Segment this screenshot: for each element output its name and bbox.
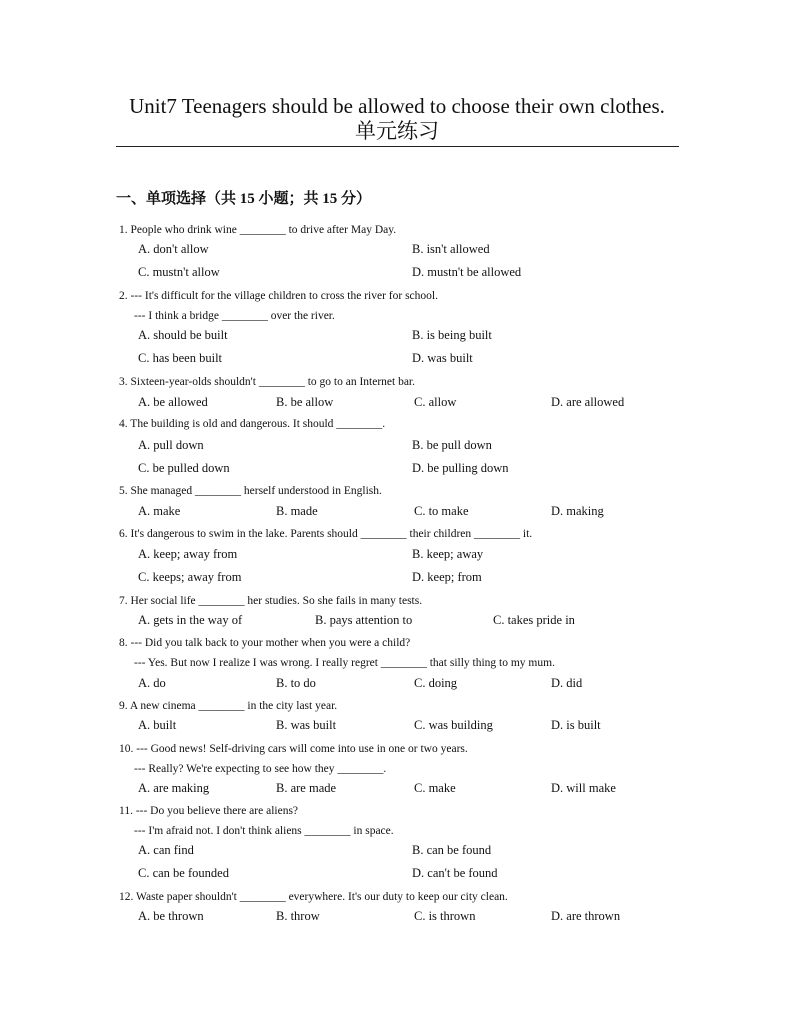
- answer-option: C. to make: [414, 504, 469, 518]
- answer-option: C. was building: [414, 718, 493, 732]
- answer-option: A. do: [138, 676, 166, 690]
- question-stem: 1. People who drink wine ________ to drive after May Day.: [119, 224, 397, 236]
- answer-option: D. making: [551, 504, 604, 518]
- answer-option: A. built: [138, 718, 177, 732]
- answer-option: B. pays attention to: [315, 613, 413, 627]
- question-stem: 7. Her social life ________ her studies. So she fails in many tests.: [119, 595, 423, 607]
- question-stem: 2. --- It's difficult for the village children to cross the river for school.: [119, 290, 438, 302]
- answer-option: D. are thrown: [551, 909, 621, 923]
- answer-option: C. takes pride in: [493, 613, 575, 627]
- question-stem-line: --- I'm afraid not. I don't think aliens ________ in space.: [134, 825, 394, 837]
- answer-option: D. was built: [412, 351, 473, 365]
- answer-option: D. is built: [551, 718, 601, 732]
- question-stem: 5. She managed ________ herself understood in English.: [119, 485, 382, 497]
- answer-option: C. make: [414, 781, 456, 795]
- answer-option: A. be allowed: [138, 395, 208, 409]
- answer-option: B. isn't allowed: [412, 242, 490, 256]
- section-heading: 一、单项选择（共 15 小题；共 15 分）: [116, 191, 372, 207]
- answer-option: D. mustn't be allowed: [412, 265, 522, 279]
- answer-option: A. pull down: [138, 438, 204, 452]
- page-subtitle: 单元练习: [355, 119, 439, 143]
- answer-option: B. be allow: [276, 395, 334, 409]
- answer-option: D. did: [551, 676, 583, 690]
- answer-option: C. is thrown: [414, 909, 476, 923]
- question-stem: 9. A new cinema ________ in the city last year.: [119, 700, 338, 712]
- answer-option: D. keep; from: [412, 570, 482, 584]
- question-stem: 8. --- Did you talk back to your mother when you were a child?: [119, 637, 411, 649]
- answer-option: D. be pulling down: [412, 461, 509, 475]
- title-divider: [116, 146, 679, 147]
- answer-option: B. are made: [276, 781, 337, 795]
- answer-option: C. doing: [414, 676, 458, 690]
- answer-option: A. gets in the way of: [138, 613, 243, 627]
- answer-option: B. keep; away: [412, 547, 484, 561]
- answer-option: C. be pulled down: [138, 461, 230, 475]
- answer-option: A. should be built: [138, 328, 228, 342]
- answer-option: C. has been built: [138, 351, 223, 365]
- page-title: Unit7 Teenagers should be allowed to choose their own clothes.: [129, 94, 665, 118]
- answer-option: A. are making: [138, 781, 210, 795]
- question-stem: 12. Waste paper shouldn't ________ everywhere. It's our duty to keep our city clean.: [119, 891, 508, 903]
- answer-option: C. keeps; away from: [138, 570, 242, 584]
- answer-option: B. to do: [276, 676, 316, 690]
- question-stem: 11. --- Do you believe there are aliens?: [119, 805, 299, 817]
- answer-option: B. throw: [276, 909, 320, 923]
- answer-option: A. keep; away from: [138, 547, 238, 561]
- question-stem: 3. Sixteen-year-olds shouldn't ________ to go to an Internet bar.: [119, 376, 415, 388]
- answer-option: C. can be founded: [138, 866, 229, 880]
- answer-option: B. was built: [276, 718, 337, 732]
- answer-option: A. make: [138, 504, 181, 518]
- question-stem: 6. It's dangerous to swim in the lake. Parents should ________ their children ________ it.: [119, 528, 533, 540]
- answer-option: B. can be found: [412, 843, 492, 857]
- answer-option: C. mustn't allow: [138, 265, 220, 279]
- answer-option: B. made: [276, 504, 318, 518]
- answer-option: A. don't allow: [138, 242, 209, 256]
- answer-option: A. be thrown: [138, 909, 204, 923]
- question-stem: 4. The building is old and dangerous. It should ________.: [119, 418, 386, 430]
- answer-option: D. can't be found: [412, 866, 498, 880]
- answer-option: D. will make: [551, 781, 616, 795]
- answer-option: A. can find: [138, 843, 194, 857]
- answer-option: B. is being built: [412, 328, 492, 342]
- question-stem: 10. --- Good news! Self-driving cars will come into use in one or two years.: [119, 743, 468, 755]
- answer-option: C. allow: [414, 395, 457, 409]
- question-stem-line: --- Yes. But now I realize I was wrong. I really regret ________ that silly thing to my mum.: [134, 657, 555, 669]
- question-stem-line: --- Really? We're expecting to see how they ________.: [134, 763, 387, 775]
- answer-option: D. are allowed: [551, 395, 625, 409]
- question-stem-line: --- I think a bridge ________ over the river.: [134, 310, 335, 322]
- answer-option: B. be pull down: [412, 438, 492, 452]
